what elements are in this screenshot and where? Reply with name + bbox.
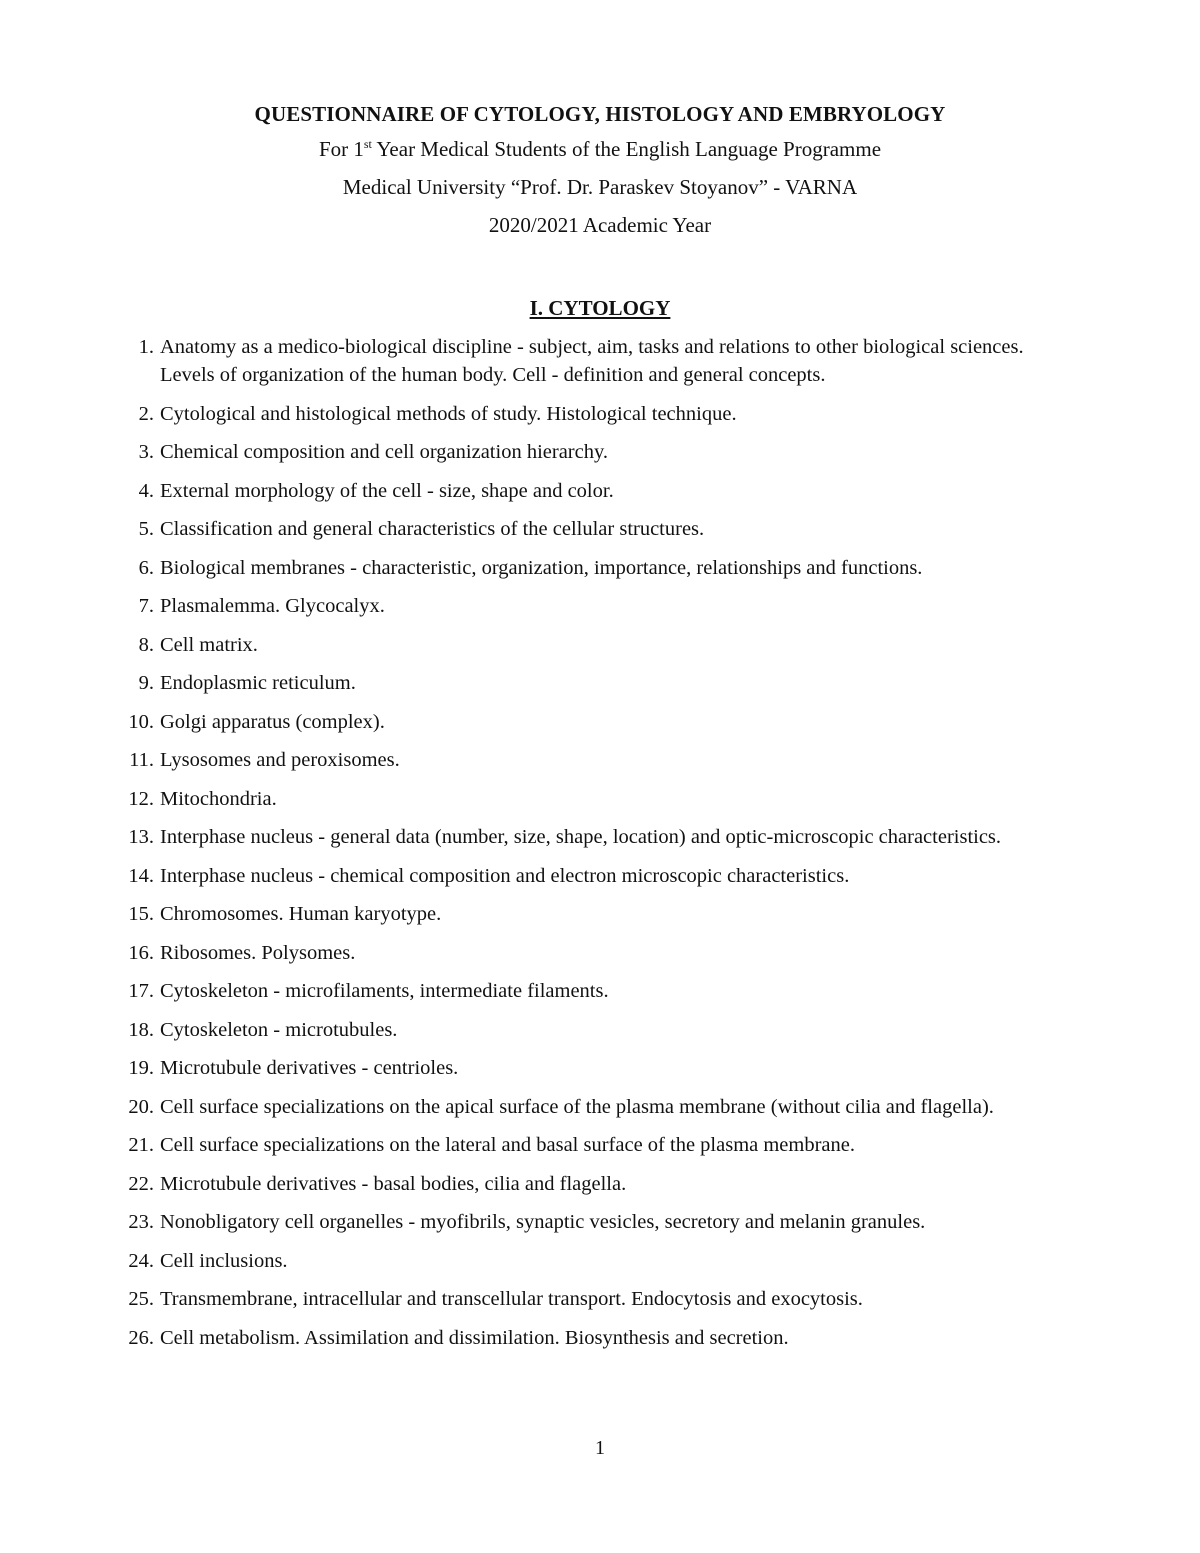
item-number: 10. xyxy=(128,710,154,733)
list-item xyxy=(0,1247,1200,1275)
list-item xyxy=(0,592,1200,620)
item-text: Microtubule derivatives - basal bodies, cilia and flagella. xyxy=(160,1172,627,1195)
document-header xyxy=(0,98,1200,244)
item-number: 23. xyxy=(128,1211,154,1233)
item-text: Golgi apparatus (complex). xyxy=(160,710,385,733)
item-text: Cell surface specializations on the apical surface of the plasma membrane (without cilia and flagella). xyxy=(160,1095,994,1118)
item-text: Ribosomes. Polysomes. xyxy=(160,941,356,964)
item-number: 9. xyxy=(138,672,154,694)
item-text: Biological membranes - characteristic, organization, importance, relationships and functions. xyxy=(160,556,923,579)
university-line: Medical University “Prof. Dr. Paraskev Stoyanov” - VARNA xyxy=(342,175,858,199)
item-number: 12. xyxy=(128,787,154,810)
item-number: 4. xyxy=(138,479,154,502)
audience-prefix: For 1 xyxy=(318,137,364,161)
academic-year-line: 2020/2021 Academic Year xyxy=(488,213,712,237)
list-item xyxy=(0,1285,1200,1313)
item-text: Cell inclusions. xyxy=(160,1249,288,1272)
item-number: 2. xyxy=(138,402,154,425)
item-number: 11. xyxy=(129,749,154,771)
item-text: Cell metabolism. Assimilation and dissimilation. Biosynthesis and secretion. xyxy=(160,1326,789,1349)
list-item xyxy=(0,333,1200,389)
list-item xyxy=(0,900,1200,928)
item-text: Endoplasmic reticulum. xyxy=(160,672,356,694)
item-text: Interphase nucleus - general data (number, size, shape, location) and optic-microscopic characteristics. xyxy=(160,826,1002,848)
item-number: 19. xyxy=(128,1057,154,1079)
item-text: Mitochondria. xyxy=(160,787,277,810)
item-number: 21. xyxy=(128,1134,154,1156)
list-item xyxy=(0,477,1200,505)
item-text: Lysosomes and peroxisomes. xyxy=(160,749,400,771)
list-item xyxy=(0,1131,1200,1159)
list-item xyxy=(0,631,1200,659)
list-item xyxy=(0,939,1200,967)
audience-line xyxy=(0,130,1200,168)
list-item xyxy=(0,785,1200,813)
item-text: Cell surface specializations on the lateral and basal surface of the plasma membrane. xyxy=(160,1134,855,1156)
item-number: 5. xyxy=(138,518,154,540)
item-number: 24. xyxy=(128,1249,154,1272)
ordinal-suffix: st xyxy=(363,137,372,151)
item-text: Microtubule derivatives - centrioles. xyxy=(160,1057,459,1079)
item-number: 1. xyxy=(138,336,154,358)
item-text: Plasmalemma. Glycocalyx. xyxy=(160,595,385,617)
list-item xyxy=(0,823,1200,851)
list-item xyxy=(0,746,1200,774)
item-text: Interphase nucleus - chemical composition and electron microscopic characteristics. xyxy=(160,864,850,887)
list-item xyxy=(0,669,1200,697)
document-title: QUESTIONNAIRE OF CYTOLOGY, HISTOLOGY AND EMBRYOLOGY xyxy=(254,102,946,126)
item-text: Cytoskeleton - microfilaments, intermediate filaments. xyxy=(160,980,609,1002)
item-text: Chromosomes. Human karyotype. xyxy=(160,903,442,925)
audience-suffix: Year Medical Students of the English Language Programme xyxy=(371,137,882,161)
list-item xyxy=(0,1016,1200,1044)
list-item xyxy=(0,708,1200,736)
item-number: 3. xyxy=(138,441,154,463)
item-text: Anatomy as a medico-biological discipline - subject, aim, tasks and relations to other biological sciences. Levels of organization of the human body. Cell - definition and general concepts. xyxy=(160,336,1024,386)
item-number: 22. xyxy=(128,1172,154,1195)
list-item xyxy=(0,1054,1200,1082)
item-number: 26. xyxy=(128,1326,154,1349)
item-text: Chemical composition and cell organization hierarchy. xyxy=(160,441,609,463)
question-list xyxy=(0,333,1200,1362)
item-text: Nonobligatory cell organelles - myofibrils, synaptic vesicles, secretory and melanin granules. xyxy=(160,1211,926,1233)
item-text: Cytoskeleton - microtubules. xyxy=(160,1018,398,1041)
list-item xyxy=(0,977,1200,1005)
item-text: Classification and general characteristics of the cellular structures. xyxy=(160,518,705,540)
list-item xyxy=(0,1170,1200,1198)
item-number: 16. xyxy=(128,941,154,964)
item-text: Cytological and histological methods of study. Histological technique. xyxy=(160,402,737,425)
item-number: 8. xyxy=(138,633,154,656)
section-heading: I. CYTOLOGY xyxy=(529,296,671,320)
item-text: External morphology of the cell - size, shape and color. xyxy=(160,479,614,502)
item-text: Cell matrix. xyxy=(160,633,258,656)
list-item xyxy=(0,1324,1200,1352)
list-item xyxy=(0,400,1200,428)
item-number: 25. xyxy=(128,1288,154,1310)
item-number: 13. xyxy=(128,826,154,848)
list-item xyxy=(0,862,1200,890)
item-text: Transmembrane, intracellular and transcellular transport. Endocytosis and exocytosis. xyxy=(160,1288,863,1310)
item-number: 20. xyxy=(128,1095,154,1118)
list-item xyxy=(0,554,1200,582)
item-number: 18. xyxy=(128,1018,154,1041)
item-number: 6. xyxy=(138,556,154,579)
list-item xyxy=(0,1208,1200,1236)
list-item xyxy=(0,515,1200,543)
list-item xyxy=(0,438,1200,466)
item-number: 15. xyxy=(128,903,154,925)
item-number: 14. xyxy=(128,864,154,887)
list-item xyxy=(0,1093,1200,1121)
page-number: 1 xyxy=(595,1437,605,1459)
item-number: 7. xyxy=(138,595,154,617)
item-number: 17. xyxy=(128,980,154,1002)
